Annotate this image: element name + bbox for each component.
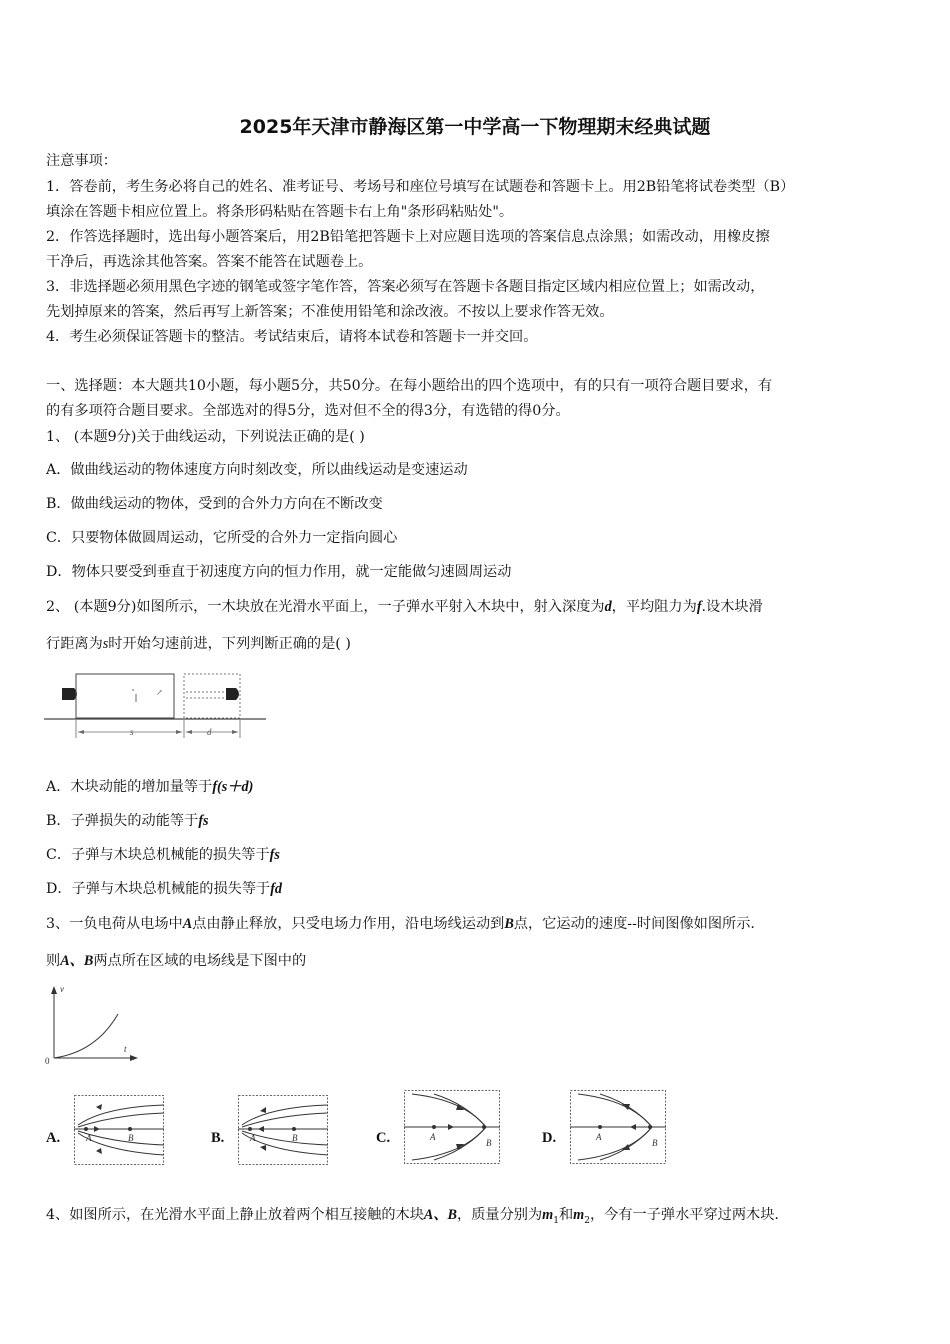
notice-line-6: 先划掉原来的答案，然后再写上新答案；不准使用铅笔和涂改液。不按以上要求作答无效。 — [46, 304, 614, 320]
q2-stem-line-1 — [46, 597, 906, 617]
q4-var-m2: m — [573, 1207, 585, 1223]
q1-option-d: D．物体只要受到垂直于初速度方向的恒力作用，就一定能做匀速圆周运动 — [46, 564, 512, 580]
q1-option-b: B．做曲线运动的物体，受到的合外力方向在不断改变 — [46, 496, 383, 512]
notice-line-2: 填涂在答题卡相应位置上。将条形码粘贴在答题卡右上角"条形码粘贴处"。 — [46, 204, 514, 220]
notice-heading: 注意事项： — [46, 153, 117, 169]
q2-bullet-block-figure — [44, 668, 269, 748]
q3-graph-ylabel: v — [60, 984, 64, 994]
q4-var-m2-sub: 2 — [584, 1215, 590, 1226]
q2-option-a-text: A．木块动能的增加量等于 — [46, 779, 213, 795]
bullet-icon — [62, 688, 74, 700]
q3-d-point-b: B — [652, 1138, 658, 1148]
q3-a-point-a: A — [86, 1133, 92, 1143]
q2-option-d-expr: fd — [270, 881, 283, 897]
q1-option-a: A．做曲线运动的物体速度方向时刻改变，所以曲线运动是变速运动 — [46, 462, 468, 478]
q4-stem-text-2: ，质量分别为 — [457, 1207, 543, 1223]
q2-stem-text-1: 2、 (本题9分)如图所示，一木块放在光滑水平面上，一子弹水平射入木块中，射入深度为 — [46, 599, 605, 615]
q3-graph-xlabel: t — [124, 1044, 127, 1054]
q3-option-d-field-diagram — [570, 1090, 666, 1164]
q2-var-f: f — [696, 599, 702, 615]
q3-stem-text-5: 两点所在区域的电场线是下图中的 — [93, 953, 307, 969]
q3-stem-text-3: 点，它运动的速度--时间图像如图所示. — [513, 916, 755, 932]
q3-stem-text-1: 3、一负电荷从电场中 — [46, 916, 183, 932]
q3-b-point-a: A — [250, 1133, 256, 1143]
q2-option-c-text: C．子弹与木块总机械能的损失等于 — [46, 847, 270, 863]
q2-var-s: s — [102, 636, 109, 652]
q3-stem-text-4: 则 — [46, 953, 61, 969]
notice-line-4: 干净后，再选涂其他答案。答案不能答在试题卷上。 — [46, 254, 373, 270]
q4-var-m1: m — [542, 1207, 554, 1223]
q3-option-a-field-diagram — [74, 1095, 164, 1165]
q3-b-point-b: B — [292, 1133, 298, 1143]
q3-var-b: B — [504, 916, 514, 932]
q1-stem: 1、 (本题9分)关于曲线运动，下列说法正确的是( ) — [46, 429, 365, 445]
q3-stem-text-2: 点由静止释放，只受电场力作用，沿电场线运动到 — [192, 916, 505, 932]
q3-option-c-field-diagram — [404, 1090, 500, 1164]
q4-var-m1-sub: 1 — [553, 1215, 559, 1226]
q2-stem-text-5: 时开始匀速前进，下列判断正确的是( ) — [108, 636, 351, 652]
q2-option-b-text: B．子弹损失的动能等于 — [46, 813, 199, 829]
q2-option-b — [46, 811, 209, 831]
q2-var-d: d — [604, 599, 612, 615]
q3-velocity-time-graph — [40, 982, 140, 1070]
q3-option-d-letter: D. — [542, 1130, 557, 1146]
q2-option-c-expr: fs — [269, 847, 280, 863]
q3-option-c-letter: C. — [376, 1130, 391, 1146]
q2-stem-text-4: 行距离为 — [46, 636, 103, 652]
q3-c-point-b: B — [486, 1138, 492, 1148]
q2-fig-label-d: d — [207, 727, 212, 737]
q3-c-point-a: A — [430, 1132, 436, 1142]
q2-stem-line-2 — [46, 634, 906, 654]
q2-option-a — [46, 777, 253, 797]
q2-option-b-expr: fs — [198, 813, 209, 829]
q2-option-d — [46, 879, 282, 899]
q2-option-c — [46, 845, 280, 865]
page-title: 2025年天津市静海区第一中学高一下物理期末经典试题 — [239, 116, 711, 138]
q3-graph-origin: 0 — [45, 1056, 50, 1066]
notice-line-7: 4．考生必须保证答题卡的整洁。考试结束后，请将本试卷和答题卡一并交回。 — [46, 329, 538, 345]
q2-stem-text-3: .设木块滑 — [701, 599, 763, 615]
q3-var-a: A — [182, 916, 193, 932]
notice-line-1: 1．答卷前，考生务必将自己的姓名、准考证号、考场号和座位号填写在试题卷和答题卡上。用2B铅笔将试卷类型（B） — [46, 179, 795, 195]
q4-stem-text-1: 4、如图所示，在光滑水平面上静止放着两个相互接触的木块 — [46, 1207, 424, 1223]
q2-stem-text-2: ，平均阻力为 — [611, 599, 697, 615]
q4-stem-text-3: 和 — [558, 1207, 574, 1223]
section-intro-line-1: 一、选择题：本大题共10小题，每小题5分，共50分。在每小题给出的四个选项中，有的只有一项符合题目要求，有 — [46, 378, 773, 394]
q2-option-d-text: D．子弹与木块总机械能的损失等于 — [46, 881, 271, 897]
section-intro-line-2: 的有多项符合题目要求。全部选对的得5分，选对但不全的得3分，有选错的得0分。 — [46, 403, 570, 419]
q2-fig-label-s: s — [130, 727, 134, 737]
q3-option-b-field-diagram — [238, 1095, 328, 1165]
q4-stem — [46, 1205, 906, 1231]
q4-vars-ab: A、B — [423, 1207, 458, 1223]
q4-stem-text-4: ，今有一子弹水平穿过两木块. — [589, 1207, 779, 1223]
q3-vars-ab: A、B — [60, 953, 94, 969]
q3-a-point-b: B — [128, 1133, 134, 1143]
q3-option-b-letter: B. — [211, 1130, 225, 1146]
notice-line-5: 3．非选择题必须用黑色字迹的钢笔或签字笔作答，答案必须写在答题卡各题目指定区域内相应位置上；如需改动， — [46, 279, 765, 295]
q3-stem-line-2 — [46, 951, 906, 971]
q3-option-a-letter: A. — [46, 1130, 61, 1146]
q3-d-point-a: A — [596, 1132, 602, 1142]
q1-option-c: C．只要物体做圆周运动，它所受的合外力一定指向圆心 — [46, 530, 398, 546]
q2-option-a-expr: f(s＋d) — [212, 779, 254, 795]
svg-text:↗: ↗ — [156, 688, 163, 697]
q3-stem-line-1 — [46, 914, 906, 934]
notice-line-3: 2．作答选择题时，选出每小题答案后，用2B铅笔把答题卡上对应题目选项的答案信息点涂黑；如需改动，用橡皮擦 — [46, 229, 770, 245]
